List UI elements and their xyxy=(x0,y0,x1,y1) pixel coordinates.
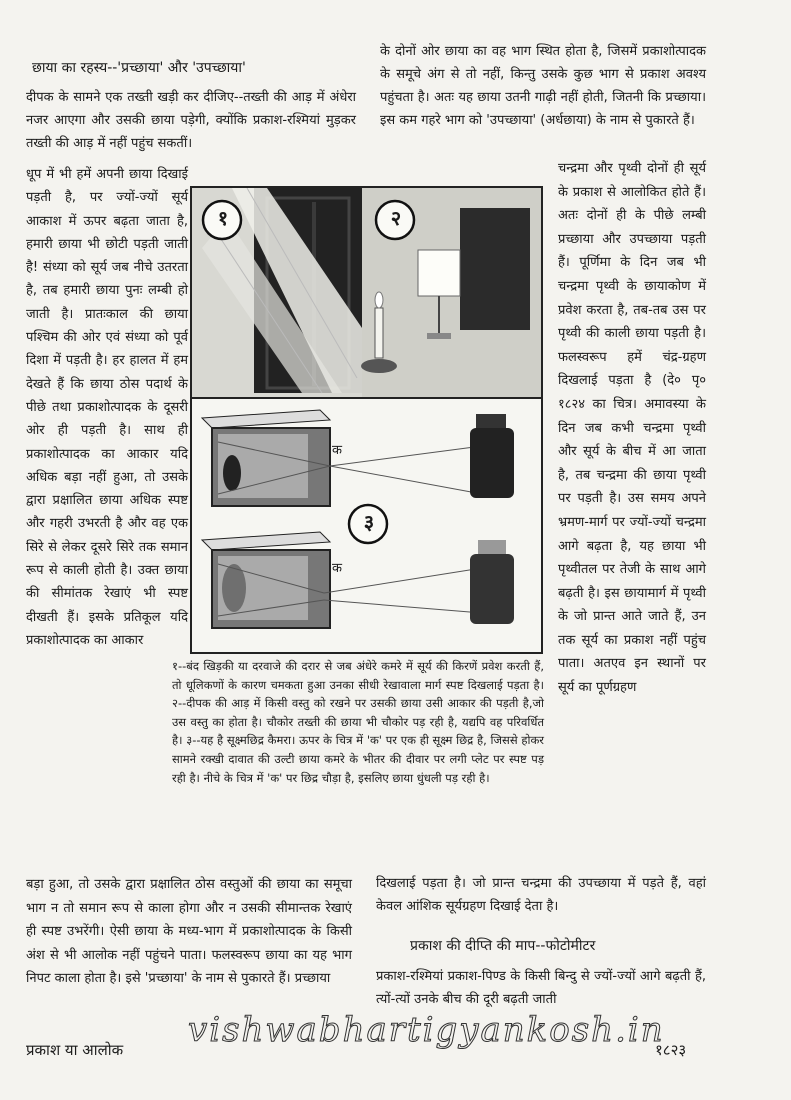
intro-text: दीपक के सामने एक तख्ती खड़ी कर दीजिए--तख्ती की आड़ में अंधेरा नजर आएगा और उसकी छाया पड़ेगी, क्योंकि प्रकाश-रश्मियां मुड़कर तख्ती की आड़ में नहीं पहुंच सकतीं। xyxy=(26,90,357,151)
figure-caption-text: १--बंद खिड़की या दरवाजे की दरार से जब अंधेरे कमरे में सूर्य की किरणें प्रवेश करती हैं, तो धूलिकणों के कारण चमकता हुआ उनका सीधी रेखावाला मार्ग स्पष्ट दिखलाई पड़ता है। २--दीपक की आड़ में किसी वस्तु को रखने पर उसकी छाया उसी आकार की पड़ती है,जो उस वस्तु का होता है। चौकोर तख्ती की छाया भी चौकोर पड़ रही है, यद्यपि वह परिवर्धित है। ३--यह है सूक्ष्मछिद्र कैमरा। ऊपर के चित्र में 'क' पर एक ही सूक्ष्म छिद्र है, जिससे होकर सामने रक्खी दावात की उल्टी छाया कमरे के भीतर की दीवार पर लगी प्लेट पर स्पष्ट पड़ रही है। नीचे के चित्र में 'क' पर छिद्र चौड़ा है, इसलिए छाया धुंधली पड़ रही है। xyxy=(172,659,544,785)
right-top-paragraph xyxy=(380,40,706,132)
left-column-text: धूप में भी हमें अपनी छाया दिखाई पड़ती है, पर ज्यों-ज्यों सूर्य आकाश में ऊपर बढ़ता जाता है, हमारी छाया भी छोटी पड़ती जाती है! संध्या को सूर्य जब नीचे उतरता है, तब हमारी छाया पुनः लम्बी हो जाती है। प्रातःकाल की छाया पश्चिम की ओर एवं संध्या को पूर्व दिशा में पड़ती है। हर हालत में हम देखते हैं कि छाया ठोस पदार्थ के पीछे तथा प्रकाशोत्पादक के दूसरी ओर ही पड़ती है। साथ ही प्रकाशोत्पादक का आकार यदि अधिक बड़ा नहीं हुआ, तो उसके द्वारा प्रक्षालित छाया अधिक स्पष्ट और गहरी उभरती है और वह एक सिरे से लेकर दूसरे सिरे तक समान रूप से काली होती है। उक्त छाया की सीमांतक रेखाएं भी स्पष्ट दीखती हैं। इसके प्रतिकूल यदि प्रकाशोत्पादक का आकार xyxy=(26,167,188,648)
figure-label-k-upper: क xyxy=(332,443,342,458)
footer-book-title: प्रकाश या आलोक xyxy=(26,1041,124,1059)
figure-label-k-lower: क xyxy=(332,561,342,576)
left-column xyxy=(26,163,188,652)
photometer-paragraph xyxy=(376,965,706,1011)
right-top-text: के दोनों ओर छाया का वह भाग स्थित होता है, जिसमें प्रकाशोत्पादक के समूचे अंग से तो नहीं, किन्तु उसके कुछ भाग से प्रकाश अवश्य पहुंचता है। अतः यह छाया उतनी गाढ़ी नहीं होती, जितनी कि प्रच्छाया। इस कम गहरे भाग को 'उपच्छाया' (अर्धछाया) के नाम से पुकारते हैं। xyxy=(380,44,706,128)
photometer-text: प्रकाश-रश्मियां प्रकाश-पिण्ड के किसी बिन्दु से ज्यों-ज्यों आगे बढ़ती हैं, त्यों-त्यों उनके बीच की दूरी बढ़ती जाती xyxy=(376,969,706,1007)
figure-label-3: ३ xyxy=(363,510,375,534)
right-bottom-paragraph xyxy=(376,872,706,918)
right-bottom-text: दिखलाई पड़ता है। जो प्रान्त चन्द्रमा की उपच्छाया में पड़ते हैं, वहां केवल आंशिक सूर्यग्रहण दिखाई देता है। xyxy=(376,876,706,914)
right-column-text: चन्द्रमा और पृथ्वी दोनों ही सूर्य के प्रकाश से आलोकित होते हैं। अतः दोनों ही के पीछे लम्बी प्रच्छाया और उपच्छाया पड़ती हैं। पूर्णिमा के दिन जब भी चन्द्रमा पृथ्वी के छायाकोण में प्रवेश करता है, तब-तब उस पर पृथ्वी की काली छाया पड़ती है। फलस्वरूप हमें चंद्र-ग्रहण दिखलाई पड़ता है (दे० पृ० १८२४ का चित्र। अमावस्या के दिन जब कभी चन्द्रमा पृथ्वी और सूर्य के बीच में आ जाता है, तब चन्द्रमा की छाया पृथ्वी पर पड़ती है। उस समय अपने भ्रमण-मार्ग पर ज्यों-ज्यों चन्द्रमा आगे बढ़ता है, यह छाया भी पृथ्वीतल पर तेजी के साथ आगे बढ़ती है। इस छायामार्ग में पृथ्वी के जो प्रान्त आते जाते हैं, उन तक सूर्य का प्रकाश नहीं पहुंच पाता। अतएव इन स्थानों पर सूर्य का पूर्णग्रहण xyxy=(558,161,706,696)
left-bottom-text: बड़ा हुआ, तो उसके द्वारा प्रक्षालित ठोस वस्तुओं की छाया का समूचा भाग न तो समान रूप से काला होगा और न उसकी सीमान्तक रेखाएं ही स्पष्ट उभरेंगी। ऐसी छाया के मध्य-भाग में प्रकाशोत्पादक के किसी अंश से भी आलोक नहीं पहुंचने पाता। फलस्वरूप छाया का यह भाग निपट काला होता है। इसे 'प्रच्छाया' के नाम से पुकारते हैं। प्रच्छाया xyxy=(26,877,352,986)
figure-label-1: १ xyxy=(217,206,229,230)
watermark: vishwabhartigyankosh.in xyxy=(188,1010,665,1050)
figure-illustration xyxy=(190,186,543,654)
section-heading-shadow: छाया का रहस्य--'प्रच्छाया' और 'उपच्छाया' xyxy=(32,60,246,76)
figure-caption xyxy=(172,657,544,787)
figure-drawing xyxy=(192,188,543,654)
page-number: १८२३ xyxy=(655,1041,687,1059)
section-heading-photometer: प्रकाश की दीप्ति की माप--फोटोमीटर xyxy=(410,938,596,954)
intro-paragraph xyxy=(26,86,356,155)
right-column xyxy=(558,157,706,700)
left-bottom-paragraph xyxy=(26,873,352,991)
figure-label-2: २ xyxy=(390,206,402,230)
